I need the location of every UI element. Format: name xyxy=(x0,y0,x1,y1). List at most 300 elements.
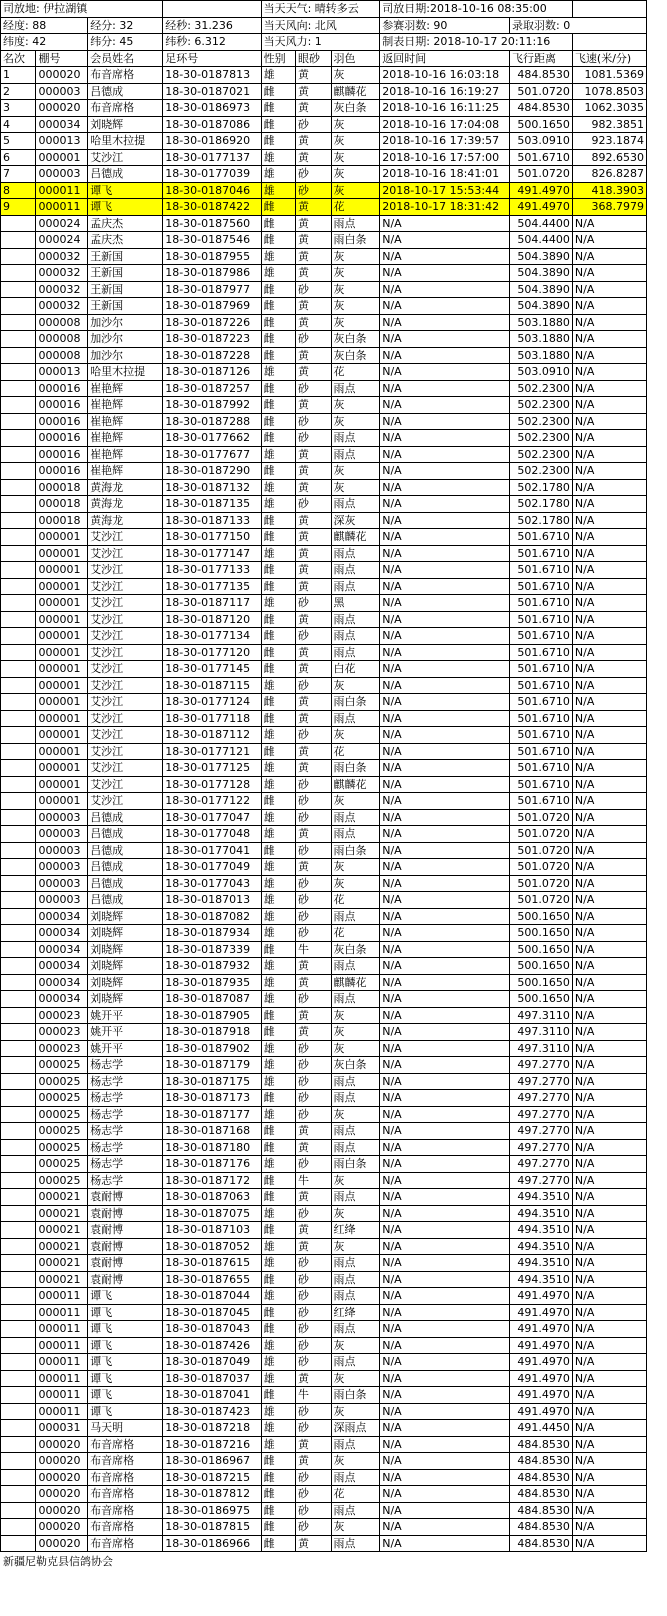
cell-eye: 砂 xyxy=(296,413,331,430)
cell-return-time: N/A xyxy=(380,776,510,793)
cell-loft: 000031 xyxy=(36,1420,88,1437)
cell-rank: 8 xyxy=(1,182,36,199)
cell-distance: 497.2770 xyxy=(510,1106,573,1123)
cell-speed: N/A xyxy=(572,793,646,810)
cell-eye: 黄 xyxy=(296,67,331,84)
cell-rank xyxy=(1,1205,36,1222)
cell-eye: 黄 xyxy=(296,694,331,711)
cell-eye: 黄 xyxy=(296,83,331,100)
cell-loft: 000001 xyxy=(36,628,88,645)
cell-ring: 18-30-0187135 xyxy=(163,496,261,513)
cell-ring: 18-30-0187290 xyxy=(163,463,261,480)
cell-color: 灰 xyxy=(331,859,380,876)
cell-speed: N/A xyxy=(572,248,646,265)
cell-speed: N/A xyxy=(572,1403,646,1420)
cell-loft: 000020 xyxy=(36,67,88,84)
cell-color: 雨点 xyxy=(331,1502,380,1519)
cell-loft: 000011 xyxy=(36,1403,88,1420)
cell-eye: 黄 xyxy=(296,149,331,166)
cell-ring: 18-30-0177041 xyxy=(163,842,261,859)
cell-return-time: N/A xyxy=(380,793,510,810)
cell-distance: 500.1650 xyxy=(510,958,573,975)
table-row xyxy=(1,512,647,529)
cell-color: 灰 xyxy=(331,413,380,430)
table-row xyxy=(1,1205,647,1222)
cell-speed: N/A xyxy=(572,215,646,232)
cell-return-time: N/A xyxy=(380,1519,510,1536)
cell-loft: 000025 xyxy=(36,1057,88,1074)
cell-sex: 雄 xyxy=(261,1106,295,1123)
cell-distance: 502.1780 xyxy=(510,496,573,513)
cell-color: 花 xyxy=(331,892,380,909)
cell-color: 雨点 xyxy=(331,380,380,397)
cell-distance: 501.0720 xyxy=(510,859,573,876)
cell-eye: 砂 xyxy=(296,1271,331,1288)
cell-member: 王新国 xyxy=(88,248,163,265)
cell-color: 花 xyxy=(331,925,380,942)
cell-sex: 雌 xyxy=(261,314,295,331)
cell-sex: 雌 xyxy=(261,199,295,216)
cell-rank: 2 xyxy=(1,83,36,100)
cell-loft: 000034 xyxy=(36,991,88,1008)
cell-ring: 18-30-0177147 xyxy=(163,545,261,562)
cell-member: 崔艳辉 xyxy=(88,397,163,414)
cell-rank xyxy=(1,380,36,397)
cell-ring: 18-30-0186966 xyxy=(163,1535,261,1552)
cell-sex: 雌 xyxy=(261,331,295,348)
cell-member: 加沙尔 xyxy=(88,347,163,364)
cell-distance: 502.1780 xyxy=(510,512,573,529)
cell-sex: 雄 xyxy=(261,166,295,183)
cell-member: 袁耐博 xyxy=(88,1238,163,1255)
cell-color: 麒麟花 xyxy=(331,974,380,991)
cell-loft: 000023 xyxy=(36,1040,88,1057)
cell-speed: N/A xyxy=(572,331,646,348)
cell-distance: 497.2770 xyxy=(510,1073,573,1090)
cell-member: 杨志学 xyxy=(88,1139,163,1156)
cell-return-time: N/A xyxy=(380,760,510,777)
cell-speed: N/A xyxy=(572,1040,646,1057)
cell-return-time: N/A xyxy=(380,232,510,249)
cell-speed: N/A xyxy=(572,595,646,612)
cell-ring: 18-30-0187120 xyxy=(163,611,261,628)
cell-eye: 砂 xyxy=(296,1519,331,1536)
cell-return-time: N/A xyxy=(380,1535,510,1552)
cell-eye: 砂 xyxy=(296,166,331,183)
cell-speed: N/A xyxy=(572,842,646,859)
cell-ring: 18-30-0187179 xyxy=(163,1057,261,1074)
cell-rank xyxy=(1,1238,36,1255)
cell-sex: 雄 xyxy=(261,908,295,925)
cell-ring: 18-30-0187013 xyxy=(163,892,261,909)
cell-member: 杨志学 xyxy=(88,1156,163,1173)
cell-rank xyxy=(1,1453,36,1470)
table-row xyxy=(1,1420,647,1437)
cell-eye: 黄 xyxy=(296,512,331,529)
cell-sex: 雄 xyxy=(261,446,295,463)
cell-eye: 牛 xyxy=(296,1387,331,1404)
cell-distance: 497.2770 xyxy=(510,1123,573,1140)
table-row xyxy=(1,1057,647,1074)
cell-distance: 497.2770 xyxy=(510,1156,573,1173)
cell-eye: 砂 xyxy=(296,908,331,925)
cell-color: 雨点 xyxy=(331,496,380,513)
cell-speed: N/A xyxy=(572,281,646,298)
table-row xyxy=(1,1090,647,1107)
cell-color: 雨点 xyxy=(331,1321,380,1338)
cell-loft: 000020 xyxy=(36,100,88,117)
cell-return-time: N/A xyxy=(380,496,510,513)
info-row-1 xyxy=(1,1,647,18)
table-row xyxy=(1,232,647,249)
cell-distance: 491.4970 xyxy=(510,1288,573,1305)
cell-speed: N/A xyxy=(572,1073,646,1090)
cell-color: 雨点 xyxy=(331,1090,380,1107)
cell-sex: 雌 xyxy=(261,529,295,546)
cell-ring: 18-30-0177133 xyxy=(163,562,261,579)
cell-return-time: N/A xyxy=(380,974,510,991)
cell-return-time: N/A xyxy=(380,694,510,711)
cell-loft: 000034 xyxy=(36,958,88,975)
cell-speed: N/A xyxy=(572,694,646,711)
cell-return-time: N/A xyxy=(380,1403,510,1420)
cell-sex: 雌 xyxy=(261,793,295,810)
cell-distance: 497.3110 xyxy=(510,1007,573,1024)
cell-ring: 18-30-0187045 xyxy=(163,1304,261,1321)
cell-distance: 501.6710 xyxy=(510,743,573,760)
cell-speed: N/A xyxy=(572,232,646,249)
cell-color: 灰 xyxy=(331,1453,380,1470)
cell-sex: 雌 xyxy=(261,1502,295,1519)
table-row xyxy=(1,991,647,1008)
table-row xyxy=(1,1123,647,1140)
weather: 当天天气: 晴转多云 xyxy=(261,1,380,18)
cell-loft: 000001 xyxy=(36,529,88,546)
cell-return-time: N/A xyxy=(380,1354,510,1371)
table-row xyxy=(1,83,647,100)
cell-loft: 000020 xyxy=(36,1502,88,1519)
cell-ring: 18-30-0187087 xyxy=(163,991,261,1008)
cell-color: 灰白条 xyxy=(331,331,380,348)
cell-loft: 000001 xyxy=(36,545,88,562)
cell-sex: 雄 xyxy=(261,677,295,694)
cell-return-time: N/A xyxy=(380,331,510,348)
cell-speed: N/A xyxy=(572,578,646,595)
table-row xyxy=(1,776,647,793)
table-row xyxy=(1,1156,647,1173)
cell-speed: N/A xyxy=(572,397,646,414)
cell-speed: N/A xyxy=(572,364,646,381)
cell-loft: 000003 xyxy=(36,859,88,876)
cell-distance: 497.2770 xyxy=(510,1139,573,1156)
cell-sex: 雌 xyxy=(261,578,295,595)
cell-distance: 504.4400 xyxy=(510,215,573,232)
cell-sex: 雌 xyxy=(261,628,295,645)
cell-member: 艾沙江 xyxy=(88,545,163,562)
cell-loft: 000025 xyxy=(36,1090,88,1107)
col-ring: 足环号 xyxy=(163,50,261,67)
cell-color: 雨点 xyxy=(331,958,380,975)
cell-return-time: N/A xyxy=(380,281,510,298)
cell-eye: 砂 xyxy=(296,925,331,942)
cell-ring: 18-30-0187902 xyxy=(163,1040,261,1057)
cell-speed: N/A xyxy=(572,974,646,991)
cell-member: 王新国 xyxy=(88,281,163,298)
col-speed: 飞速(米/分) xyxy=(572,50,646,67)
cell-sex: 雄 xyxy=(261,364,295,381)
cell-return-time: N/A xyxy=(380,1453,510,1470)
cell-loft: 000016 xyxy=(36,380,88,397)
cell-member: 崔艳辉 xyxy=(88,380,163,397)
cell-loft: 000018 xyxy=(36,496,88,513)
cell-sex: 雌 xyxy=(261,611,295,628)
cell-return-time: N/A xyxy=(380,809,510,826)
cell-loft: 000034 xyxy=(36,974,88,991)
cell-return-time: N/A xyxy=(380,941,510,958)
cell-return-time: N/A xyxy=(380,1090,510,1107)
cell-distance: 502.2300 xyxy=(510,380,573,397)
cell-speed: N/A xyxy=(572,463,646,480)
cell-return-time: N/A xyxy=(380,512,510,529)
cell-sex: 雌 xyxy=(261,1189,295,1206)
cell-loft: 000020 xyxy=(36,1486,88,1503)
cell-rank xyxy=(1,859,36,876)
cell-eye: 砂 xyxy=(296,182,331,199)
table-row xyxy=(1,479,647,496)
cell-member: 姚开平 xyxy=(88,1040,163,1057)
cell-member: 吕德成 xyxy=(88,859,163,876)
cell-loft: 000003 xyxy=(36,875,88,892)
cell-ring: 18-30-0187560 xyxy=(163,215,261,232)
cell-rank xyxy=(1,463,36,480)
cell-speed: N/A xyxy=(572,1238,646,1255)
cell-sex: 雄 xyxy=(261,1156,295,1173)
cell-color: 雨点 xyxy=(331,446,380,463)
cell-distance: 484.8530 xyxy=(510,100,573,117)
cell-distance: 491.4970 xyxy=(510,1321,573,1338)
cell-return-time: N/A xyxy=(380,1139,510,1156)
cell-distance: 484.8530 xyxy=(510,1502,573,1519)
cell-member: 袁耐博 xyxy=(88,1205,163,1222)
cell-loft: 000001 xyxy=(36,793,88,810)
cell-speed: N/A xyxy=(572,314,646,331)
cell-return-time: N/A xyxy=(380,1024,510,1041)
cell-ring: 18-30-0177125 xyxy=(163,760,261,777)
cell-rank xyxy=(1,1337,36,1354)
cell-color: 雨点 xyxy=(331,578,380,595)
cell-ring: 18-30-0187103 xyxy=(163,1222,261,1239)
cell-return-time: 2018-10-17 18:31:42 xyxy=(380,199,510,216)
cell-sex: 雌 xyxy=(261,842,295,859)
cell-distance: 491.4970 xyxy=(510,1304,573,1321)
cell-ring: 18-30-0187216 xyxy=(163,1436,261,1453)
cell-distance: 494.3510 xyxy=(510,1255,573,1272)
cell-return-time: N/A xyxy=(380,1205,510,1222)
cell-member: 布音席格 xyxy=(88,1535,163,1552)
cell-color: 雨点 xyxy=(331,1288,380,1305)
cell-member: 刘晓辉 xyxy=(88,991,163,1008)
cell-ring: 18-30-0187168 xyxy=(163,1123,261,1140)
cell-loft: 000034 xyxy=(36,908,88,925)
cell-distance: 501.6710 xyxy=(510,710,573,727)
cell-rank xyxy=(1,248,36,265)
cell-eye: 黄 xyxy=(296,199,331,216)
cell-rank xyxy=(1,760,36,777)
cell-member: 吕德成 xyxy=(88,83,163,100)
cell-member: 艾沙江 xyxy=(88,793,163,810)
cell-member: 袁耐博 xyxy=(88,1255,163,1272)
cell-eye: 黄 xyxy=(296,133,331,150)
cell-ring: 18-30-0187812 xyxy=(163,1486,261,1503)
cell-ring: 18-30-0187969 xyxy=(163,298,261,315)
entries-count: 参赛羽数: 90 xyxy=(380,17,510,34)
cell-eye: 砂 xyxy=(296,1106,331,1123)
cell-member: 谭飞 xyxy=(88,182,163,199)
cell-color: 花 xyxy=(331,364,380,381)
cell-rank xyxy=(1,1535,36,1552)
cell-ring: 18-30-0187082 xyxy=(163,908,261,925)
cell-member: 黄海龙 xyxy=(88,512,163,529)
table-row xyxy=(1,100,647,117)
cell-member: 刘晓辉 xyxy=(88,941,163,958)
cell-rank: 3 xyxy=(1,100,36,117)
cell-sex: 雄 xyxy=(261,1255,295,1272)
cell-color: 雨点 xyxy=(331,562,380,579)
cell-loft: 000001 xyxy=(36,562,88,579)
cell-rank xyxy=(1,974,36,991)
cell-color: 灰 xyxy=(331,1024,380,1041)
cell-ring: 18-30-0187426 xyxy=(163,1337,261,1354)
cell-eye: 砂 xyxy=(296,1502,331,1519)
latitude-seconds: 纬秒: 6.312 xyxy=(163,34,261,51)
cell-distance: 491.4450 xyxy=(510,1420,573,1437)
cell-member: 艾沙江 xyxy=(88,628,163,645)
cell-loft: 000018 xyxy=(36,512,88,529)
cell-member: 艾沙江 xyxy=(88,743,163,760)
table-row xyxy=(1,166,647,183)
cell-speed: N/A xyxy=(572,908,646,925)
cell-loft: 000020 xyxy=(36,1436,88,1453)
table-row xyxy=(1,842,647,859)
table-row xyxy=(1,1007,647,1024)
table-row xyxy=(1,1337,647,1354)
info-row-3 xyxy=(1,34,647,51)
cell-color: 花 xyxy=(331,1486,380,1503)
cell-speed: N/A xyxy=(572,1337,646,1354)
cell-return-time: N/A xyxy=(380,529,510,546)
table-row xyxy=(1,562,647,579)
cell-member: 艾沙江 xyxy=(88,529,163,546)
cell-sex: 雌 xyxy=(261,1304,295,1321)
cell-sex: 雌 xyxy=(261,562,295,579)
cell-member: 孟庆杰 xyxy=(88,215,163,232)
cell-speed: N/A xyxy=(572,1007,646,1024)
cell-loft: 000011 xyxy=(36,1354,88,1371)
cell-return-time: N/A xyxy=(380,446,510,463)
cell-eye: 砂 xyxy=(296,1090,331,1107)
cell-rank xyxy=(1,545,36,562)
cell-rank xyxy=(1,1271,36,1288)
cell-member: 刘晓辉 xyxy=(88,974,163,991)
cell-rank: 6 xyxy=(1,149,36,166)
cell-return-time: N/A xyxy=(380,1271,510,1288)
cell-loft: 000011 xyxy=(36,1370,88,1387)
cell-eye: 黄 xyxy=(296,661,331,678)
cell-eye: 黄 xyxy=(296,974,331,991)
table-row xyxy=(1,644,647,661)
cell-sex: 雄 xyxy=(261,1436,295,1453)
cell-color: 麒麟花 xyxy=(331,776,380,793)
cell-member: 艾沙江 xyxy=(88,710,163,727)
cell-ring: 18-30-0187041 xyxy=(163,1387,261,1404)
table-row xyxy=(1,199,647,216)
cell-eye: 黄 xyxy=(296,710,331,727)
cell-color: 灰 xyxy=(331,133,380,150)
cell-loft: 000001 xyxy=(36,710,88,727)
cell-sex: 雄 xyxy=(261,1238,295,1255)
table-row xyxy=(1,1222,647,1239)
cell-rank xyxy=(1,232,36,249)
cell-sex: 雄 xyxy=(261,892,295,909)
cell-color: 雨点 xyxy=(331,1189,380,1206)
cell-return-time: N/A xyxy=(380,463,510,480)
cell-ring: 18-30-0187257 xyxy=(163,380,261,397)
cell-speed: N/A xyxy=(572,1453,646,1470)
cell-ring: 18-30-0187063 xyxy=(163,1189,261,1206)
cell-member: 杨志学 xyxy=(88,1123,163,1140)
table-row xyxy=(1,1106,647,1123)
cell-return-time: N/A xyxy=(380,892,510,909)
cell-sex: 雌 xyxy=(261,1123,295,1140)
cell-distance: 501.6710 xyxy=(510,578,573,595)
cell-color: 灰 xyxy=(331,166,380,183)
col-loft: 棚号 xyxy=(36,50,88,67)
cell-return-time: N/A xyxy=(380,1007,510,1024)
cell-rank xyxy=(1,1156,36,1173)
cell-rank xyxy=(1,694,36,711)
cell-distance: 504.4400 xyxy=(510,232,573,249)
cell-color: 雨点 xyxy=(331,826,380,843)
cell-eye: 黄 xyxy=(296,743,331,760)
cell-speed: N/A xyxy=(572,413,646,430)
cell-member: 艾沙江 xyxy=(88,760,163,777)
cell-rank xyxy=(1,1469,36,1486)
cell-member: 吕德成 xyxy=(88,875,163,892)
cell-loft: 000025 xyxy=(36,1106,88,1123)
cell-speed: N/A xyxy=(572,529,646,546)
cell-rank xyxy=(1,1436,36,1453)
cell-speed: N/A xyxy=(572,496,646,513)
cell-loft: 000001 xyxy=(36,644,88,661)
cell-color: 红绛 xyxy=(331,1304,380,1321)
cell-member: 艾沙江 xyxy=(88,661,163,678)
cell-member: 马天明 xyxy=(88,1420,163,1437)
cell-sex: 雌 xyxy=(261,1271,295,1288)
cell-loft: 000003 xyxy=(36,892,88,909)
cell-rank xyxy=(1,1370,36,1387)
table-row xyxy=(1,1502,647,1519)
cell-sex: 雄 xyxy=(261,760,295,777)
cell-distance: 497.2770 xyxy=(510,1172,573,1189)
cell-rank xyxy=(1,958,36,975)
cell-loft: 000003 xyxy=(36,826,88,843)
cell-loft: 000024 xyxy=(36,232,88,249)
cell-member: 姚开平 xyxy=(88,1007,163,1024)
cell-speed: N/A xyxy=(572,925,646,942)
cell-member: 黄海龙 xyxy=(88,496,163,513)
cell-speed: N/A xyxy=(572,512,646,529)
cell-eye: 砂 xyxy=(296,1420,331,1437)
